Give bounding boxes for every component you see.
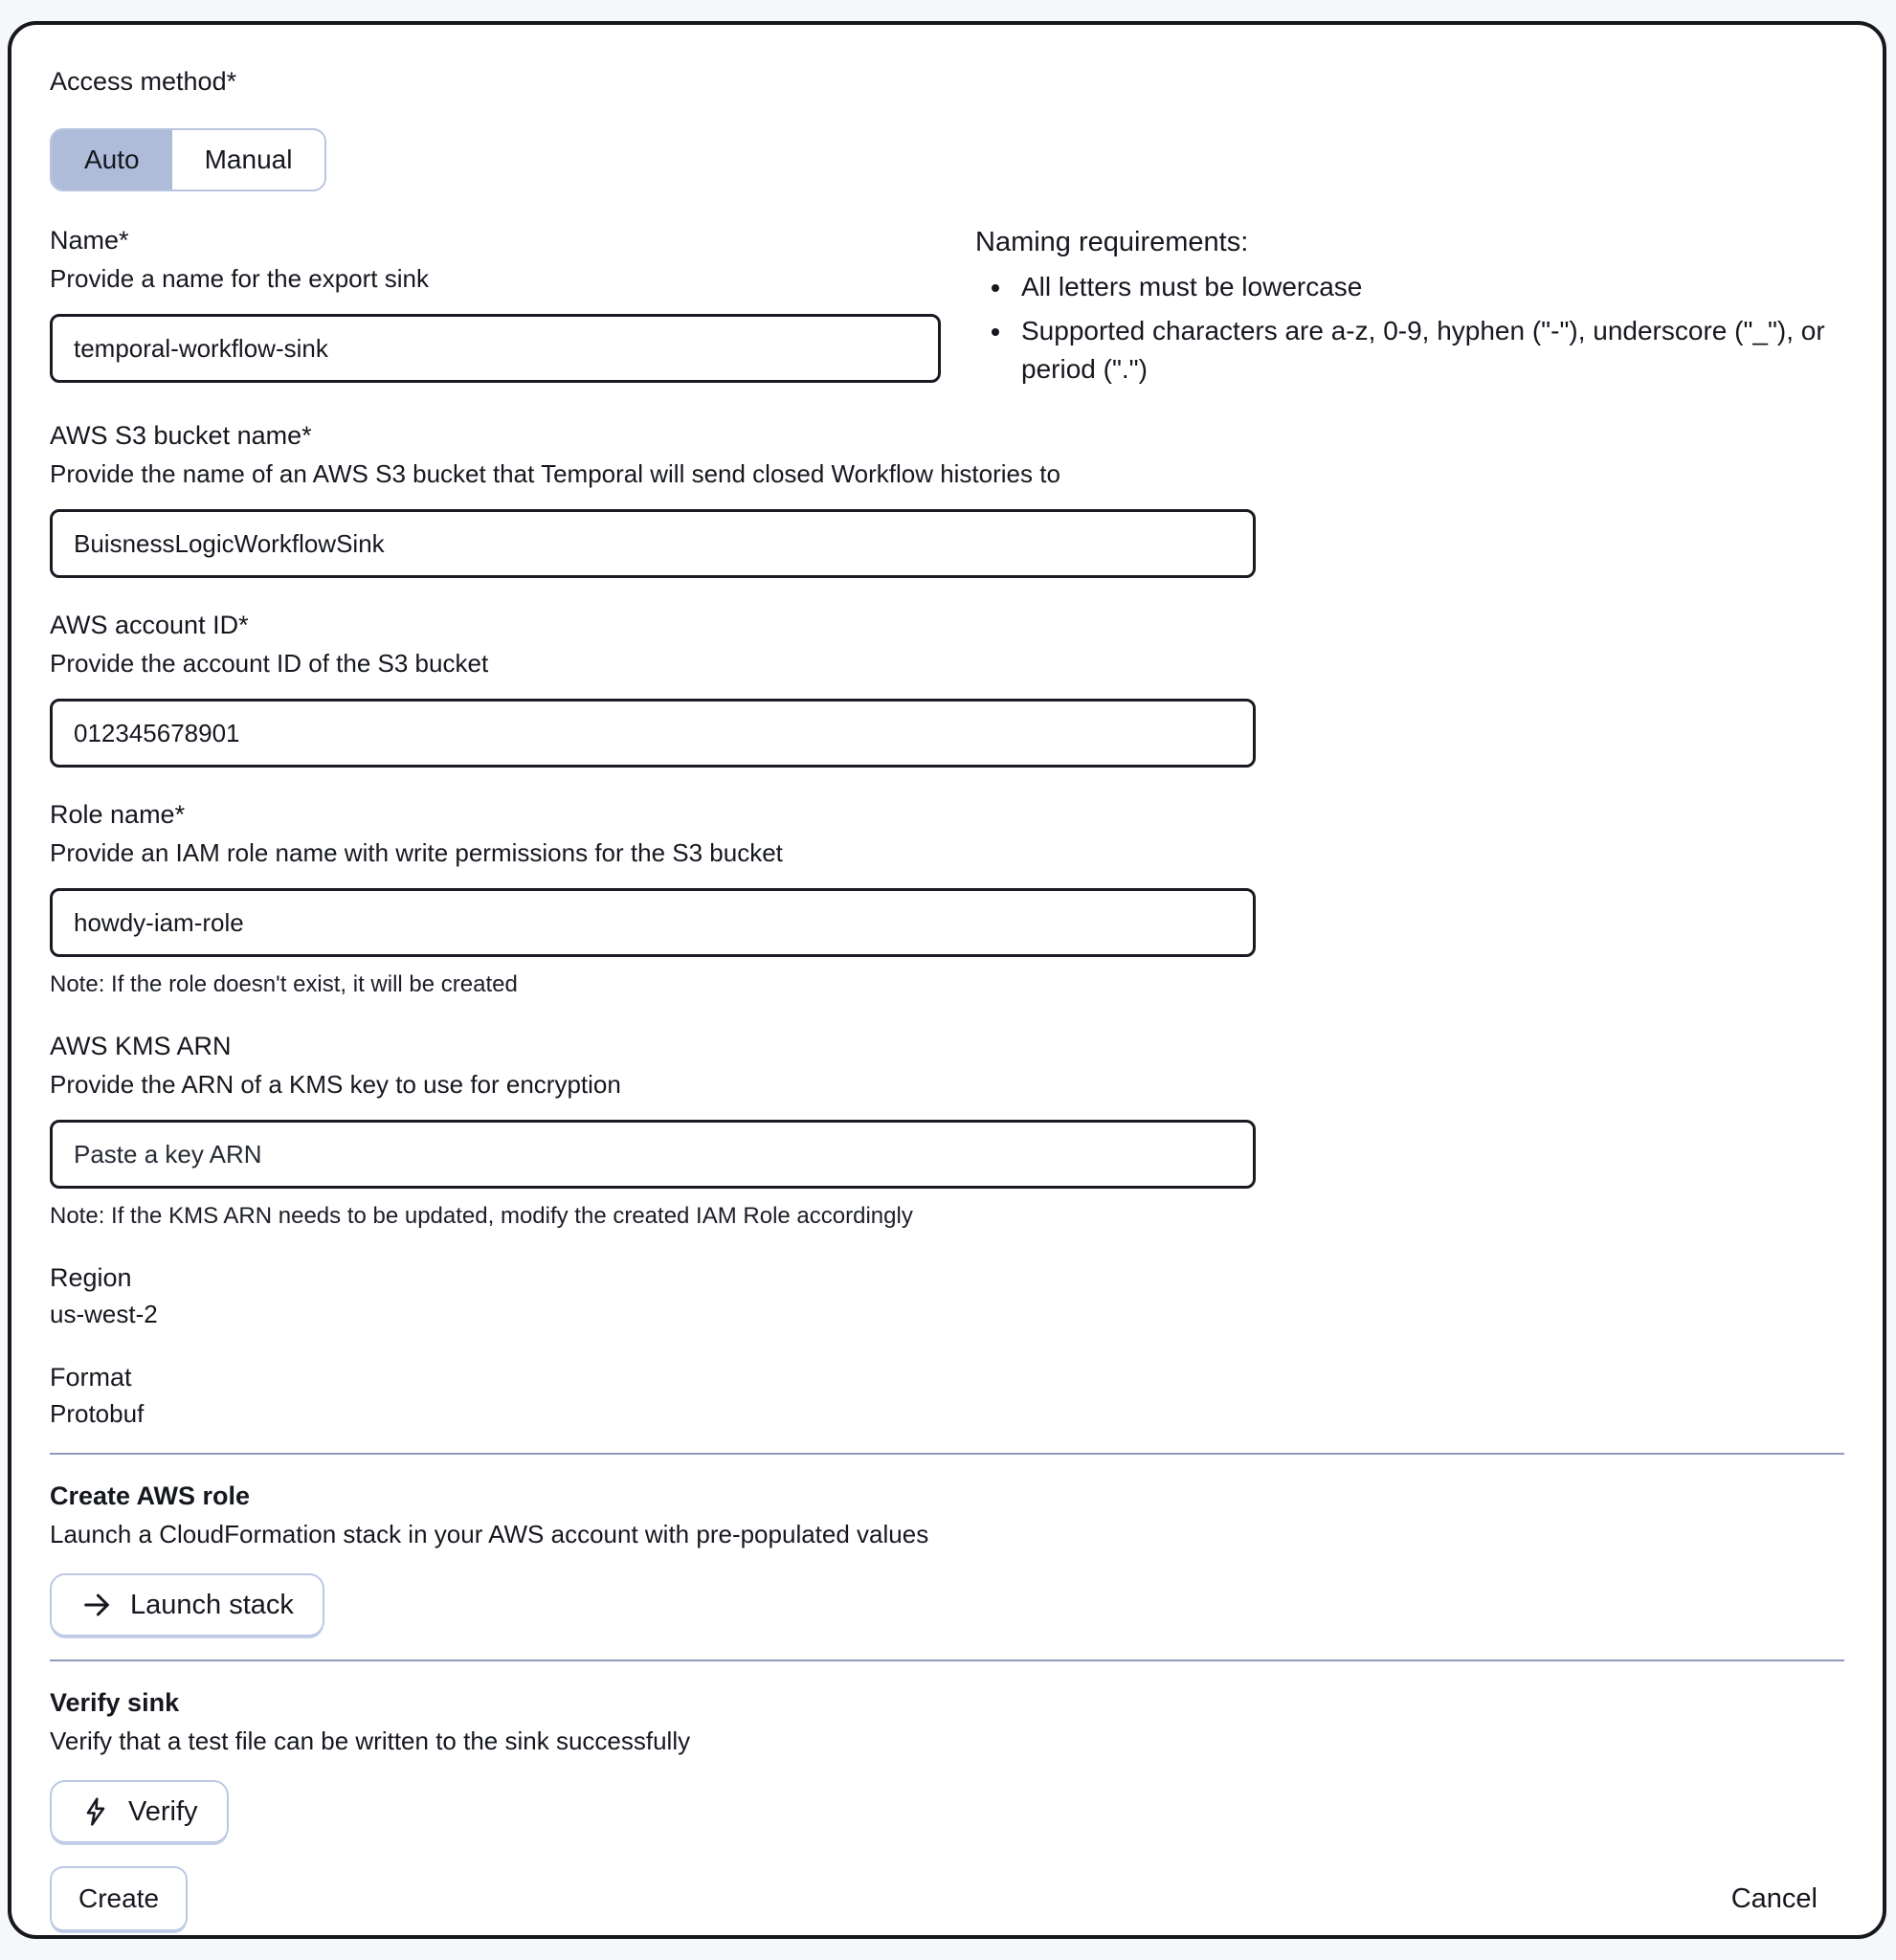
- account-id-input[interactable]: [50, 699, 1256, 768]
- arrow-right-icon: [80, 1589, 113, 1621]
- format-label: Format: [50, 1363, 132, 1392]
- verify-button-label: Verify: [128, 1795, 198, 1827]
- name-input[interactable]: [50, 314, 941, 383]
- role-name-field-group: [50, 798, 1844, 999]
- kms-arn-note: Note: If the KMS ARN needs to be updated, modify the created IAM Role accordingly: [50, 1203, 913, 1229]
- name-description: Provide a name for the export sink: [50, 264, 429, 293]
- lightning-bolt-icon: [80, 1796, 111, 1827]
- section-divider: [50, 1453, 1844, 1455]
- verify-sink-section: [50, 1686, 1844, 1843]
- cancel-button[interactable]: Cancel: [1730, 1882, 1818, 1914]
- access-method-toggle: [50, 128, 326, 191]
- kms-arn-input[interactable]: [50, 1120, 1256, 1189]
- access-method-label: Access method*: [50, 67, 237, 96]
- role-name-label: Role name*: [50, 800, 186, 829]
- region-label: Region: [50, 1263, 132, 1292]
- name-label: Name*: [50, 226, 129, 255]
- name-field-group: [50, 224, 941, 389]
- verify-sink-title: Verify sink: [50, 1688, 180, 1717]
- bucket-field-group: [50, 419, 1844, 578]
- access-method-option-auto[interactable]: Auto: [52, 130, 172, 189]
- format-group: [50, 1361, 1844, 1430]
- form-footer: [50, 1866, 1844, 1931]
- format-value: Protobuf: [50, 1399, 145, 1428]
- access-method-option-manual[interactable]: Manual: [172, 130, 325, 189]
- kms-arn-label: AWS KMS ARN: [50, 1032, 232, 1060]
- role-name-note: Note: If the role doesn't exist, it will be created: [50, 971, 518, 997]
- region-value: us-west-2: [50, 1300, 158, 1328]
- export-sink-form-card: [8, 21, 1886, 1939]
- verify-button[interactable]: [50, 1780, 229, 1843]
- role-name-input[interactable]: [50, 888, 1256, 957]
- account-id-description: Provide the account ID of the S3 bucket: [50, 649, 489, 678]
- kms-arn-description: Provide the ARN of a KMS key to use for encryption: [50, 1070, 621, 1099]
- region-group: [50, 1261, 1844, 1330]
- section-divider: [50, 1659, 1844, 1661]
- bucket-input[interactable]: [50, 509, 1256, 578]
- kms-arn-field-group: [50, 1030, 1844, 1231]
- create-aws-role-section: [50, 1480, 1844, 1637]
- create-button[interactable]: Create: [50, 1866, 188, 1931]
- account-id-field-group: [50, 609, 1844, 768]
- bucket-label: AWS S3 bucket name*: [50, 421, 312, 450]
- naming-requirements-title: Naming requirements:: [975, 227, 1249, 257]
- account-id-label: AWS account ID*: [50, 611, 249, 639]
- naming-requirement-item: • Supported characters are a-z, 0-9, hyphen ("-"), underscore ("_"), or period ("."): [1014, 312, 1831, 389]
- role-name-description: Provide an IAM role name with write permissions for the S3 bucket: [50, 838, 783, 867]
- naming-requirements: [975, 224, 1844, 389]
- bucket-description: Provide the name of an AWS S3 bucket that Temporal will send closed Workflow histories to: [50, 459, 1060, 488]
- create-aws-role-title: Create AWS role: [50, 1481, 251, 1510]
- create-aws-role-description: Launch a CloudFormation stack in your AWS account with pre-populated values: [50, 1520, 929, 1548]
- launch-stack-button-label: Launch stack: [130, 1589, 294, 1620]
- naming-requirement-item: • All letters must be lowercase: [1014, 268, 1831, 306]
- verify-sink-description: Verify that a test file can be written to the sink successfully: [50, 1726, 691, 1755]
- launch-stack-button[interactable]: [50, 1573, 324, 1637]
- name-and-requirements-row: [50, 224, 1844, 389]
- naming-requirements-list: [975, 268, 1831, 389]
